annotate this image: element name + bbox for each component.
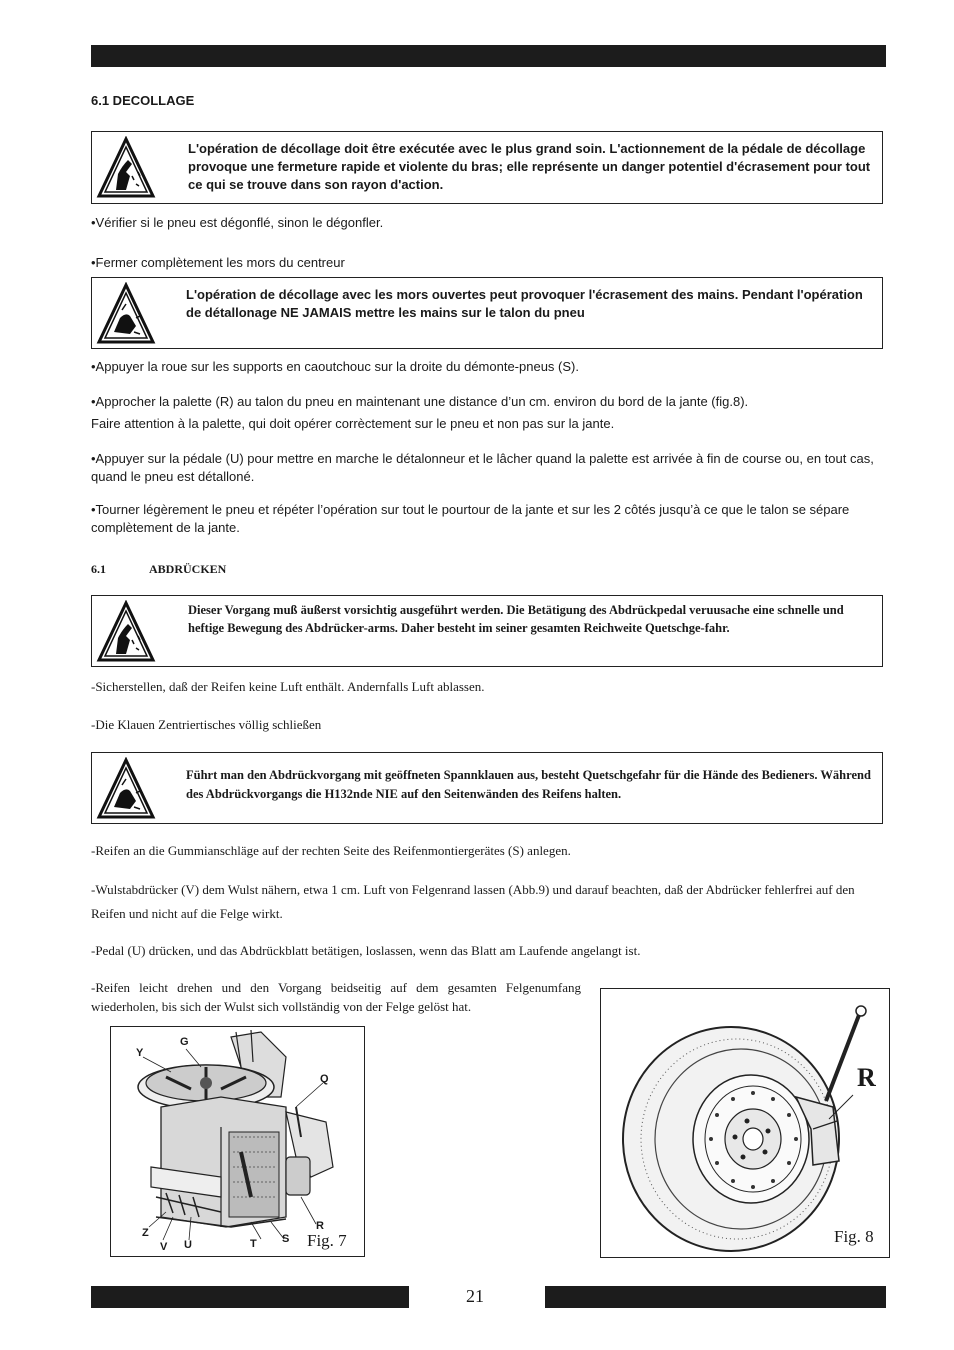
fig7-label-t: T: [250, 1238, 257, 1250]
fig7-caption: Fig. 7: [307, 1231, 347, 1250]
section-number-de: 6.1: [91, 562, 106, 576]
step-fr-1: •Vérifier si le pneu est dégonflé, sinon le dégonfler.: [91, 215, 384, 230]
fig7-label-r: R: [316, 1220, 324, 1232]
step-de-5: -Pedal (U) drücken, und das Abdrückblatt betätigen, loslassen, wenn das Blatt am Laufende angelangt ist.: [91, 943, 641, 958]
step-de-4: -Wulstabdrücker (V) dem Wulst nähern, etwa 1 cm. Luft von Felgenrand lassen (Abb.9) und darauf beachten, daß der Abdrücker fehlerfrei auf den Reifen und nicht auf die Felge wirkt.: [91, 882, 855, 921]
step-fr-6: •Tourner légèrement le pneu et répéter l’opération sur tout le pourtour de la jante et sur les 2 côtés jusqu’à ce que le talon se sépare complètement de la jante.: [91, 502, 850, 535]
footer-bar-left: [91, 1286, 409, 1308]
footer-bar-right: [545, 1286, 886, 1308]
step-fr-4b: Faire attention à la palette, qui doit opérer corrèctement sur le pneu et non pas sur la jante.: [91, 416, 615, 431]
warning-text-fr-1: L'opération de décollage doit être exécutée avec le plus grand soin. L'actionnement de la pédale de décollage provoque une fermeture rapide et violente du bras; elle représente un danger potentiel d'écrasement pour tout ce qui se trouve dans son rayon d'action.: [188, 141, 871, 192]
section-heading-fr: 6.1 DECOLLAGE: [91, 93, 195, 108]
step-fr-4: •Approcher la palette (R) au talon du pneu en maintenant une distance d’un cm. environ du bord de la jante (fig.8).: [91, 394, 749, 409]
step-fr-5: •Appuyer sur la pédale (U) pour mettre en marche le détalonneur et le lâcher quand la palette est arrivée à fin de course ou, en tout cas, quand le pneu est détalloné.: [91, 451, 874, 484]
fig7-label-g: G: [180, 1036, 189, 1048]
tyre-bead-breaker-illustration: [601, 989, 889, 1257]
header-bar: [91, 45, 886, 67]
fig7-label-z: Z: [142, 1227, 149, 1239]
fig7-label-u: U: [184, 1239, 192, 1251]
warning-box-de-1: [91, 595, 883, 667]
step-fr-3: •Appuyer la roue sur les supports en caoutchouc sur la droite du démonte-pneus (S).: [91, 359, 579, 374]
fig7-label-v: V: [160, 1241, 168, 1253]
section-heading-de: ABDRÜCKEN: [149, 562, 227, 576]
crush-hazard-warning-icon: [96, 282, 156, 346]
step-de-3: -Reifen an die Gummianschläge auf der rechten Seite des Reifenmontiergerätes (S) anlegen.: [91, 843, 571, 858]
warning-text-fr-2: L'opération de décollage avec les mors ouvertes peut provoquer l'écrasement des mains. Pendant l'opération de détallonage NE JAMAIS mettre les mains sur le talon du pneu: [186, 287, 863, 320]
page-number: 21: [466, 1286, 484, 1306]
figure-7: [110, 1026, 365, 1257]
step-de-1: -Sicherstellen, daß der Reifen keine Luft enthält. Andernfalls Luft ablassen.: [91, 679, 485, 694]
warning-text-de-2: Führt man den Abdrückvorgang mit geöffneten Spannklauen aus, besteht Quetschgefahr für die Hände des Bedieners. Während des Abdrückvorgangs die H132nde NIE auf den Seitenwänden des Reifens halten.: [186, 768, 871, 801]
fig7-label-y: Y: [136, 1047, 144, 1059]
warning-box-de-2: [91, 752, 883, 824]
figure-8: [600, 988, 890, 1258]
crush-hazard-warning-icon: [96, 600, 156, 664]
warning-box-fr-1: [91, 131, 883, 204]
step-de-6: -Reifen leicht drehen und den Vorgang beidseitig auf dem gesamten Felgenumfang wiederholen, bis sich der Wulst sich vollständig von der Felge gelöst hat.: [91, 980, 581, 1014]
fig7-label-s: S: [282, 1233, 290, 1245]
crush-hazard-warning-icon: [96, 757, 156, 821]
warning-text-de-1: Dieser Vorgang muß äußerst vorsichtig ausgeführt werden. Die Betätigung des Abdrückpedal veruusache eine schnelle und heftige Bewegung des Abdrücker-arms. Daher besteht im seiner gesamten Reichweite Quetschge-fahr.: [188, 603, 844, 635]
warning-box-fr-2: [91, 277, 883, 349]
fig7-label-q: Q: [320, 1073, 329, 1085]
crush-hazard-warning-icon: [96, 136, 156, 200]
step-fr-2: •Fermer complètement les mors du centreur: [91, 255, 345, 270]
tyre-changer-machine-illustration: [111, 1027, 364, 1256]
fig8-caption: Fig. 8: [834, 1227, 874, 1246]
fig8-label-r: R: [857, 1063, 876, 1092]
step-de-2: -Die Klauen Zentriertisches völlig schließen: [91, 717, 322, 732]
